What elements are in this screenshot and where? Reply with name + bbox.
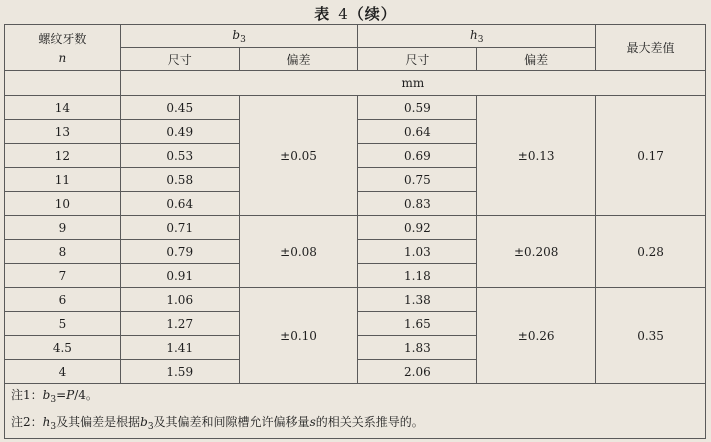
note-1-sub: 3 (50, 395, 57, 405)
note-2-sub1: 3 (50, 422, 57, 432)
note-1 (11, 384, 705, 411)
cell-h3-deviation: ±0.208 (477, 216, 596, 288)
note-2-sub2: 3 (147, 422, 154, 432)
cell-h3-size: 1.18 (358, 264, 477, 288)
cell-h3-deviation: ±0.26 (477, 288, 596, 384)
note-2-end: 的相关关系推导的。 (315, 415, 424, 429)
note-1-rest: /4。 (74, 388, 98, 402)
cell-b3-deviation: ±0.05 (239, 96, 358, 216)
cell-b3-deviation: ±0.08 (239, 216, 358, 288)
header-b3-symbol: b (232, 27, 241, 42)
header-h3-size: 尺寸 (358, 48, 477, 71)
cell-b3-deviation: ±0.10 (239, 288, 358, 384)
notes-cell (5, 384, 706, 439)
cell-b3-size: 1.27 (120, 312, 239, 336)
cell-b3-size: 1.59 (120, 360, 239, 384)
table-row (5, 216, 706, 240)
cell-h3-size: 0.59 (358, 96, 477, 120)
cell-b3-size: 0.45 (120, 96, 239, 120)
header-b3-sub: 3 (240, 34, 246, 45)
cell-h3-size: 0.92 (358, 216, 477, 240)
note-2-h: h (42, 415, 51, 429)
cell-h3-size: 1.83 (358, 336, 477, 360)
cell-max-diff: 0.35 (596, 288, 706, 384)
cell-n: 4 (5, 360, 121, 384)
note-2-mid2: 及其偏差和间隙槽允许偏移量 (153, 415, 310, 429)
cell-h3-size: 0.69 (358, 144, 477, 168)
cell-h3-size: 0.75 (358, 168, 477, 192)
table-title-suffix: （续） (348, 5, 397, 23)
cell-n: 9 (5, 216, 121, 240)
note-1-p: P (66, 388, 75, 402)
header-b3 (120, 25, 358, 48)
cell-h3-size: 2.06 (358, 360, 477, 384)
cell-n: 13 (5, 120, 121, 144)
cell-n: 10 (5, 192, 121, 216)
cell-n: 12 (5, 144, 121, 168)
cell-b3-size: 0.71 (120, 216, 239, 240)
cell-h3-size: 1.65 (358, 312, 477, 336)
header-b3-deviation: 偏差 (239, 48, 358, 71)
note-1-eq: = (56, 388, 67, 402)
thread-dimension-table (4, 24, 706, 439)
cell-n: 6 (5, 288, 121, 312)
header-h3-symbol: h (470, 27, 478, 42)
note-2-s: s (309, 415, 316, 429)
note-2-b: b (140, 415, 148, 429)
header-h3-sub: 3 (477, 34, 484, 45)
header-teeth-count (5, 25, 121, 71)
table-title-label: 表 (314, 5, 331, 23)
notes-row (5, 384, 706, 439)
table-row (5, 288, 706, 312)
note-1-prefix: 注1： (11, 388, 43, 402)
cell-n: 11 (5, 168, 121, 192)
cell-n: 4.5 (5, 336, 121, 360)
note-2-prefix: 注2： (11, 415, 43, 429)
header-h3 (358, 25, 596, 48)
note-2-mid1: 及其偏差是根据 (56, 415, 141, 429)
cell-h3-size: 1.38 (358, 288, 477, 312)
cell-max-diff: 0.17 (596, 96, 706, 216)
header-max-diff: 最大差值 (596, 25, 706, 71)
cell-b3-size: 0.91 (120, 264, 239, 288)
cell-b3-size: 0.64 (120, 192, 239, 216)
header-h3-deviation: 偏差 (477, 48, 596, 71)
cell-h3-size: 1.03 (358, 240, 477, 264)
table-title (0, 3, 711, 24)
cell-n: 7 (5, 264, 121, 288)
cell-n: 8 (5, 240, 121, 264)
note-2 (11, 411, 705, 438)
header-unit-spacer (5, 71, 121, 96)
header-n-label: n (58, 51, 67, 65)
cell-b3-size: 1.06 (120, 288, 239, 312)
cell-b3-size: 1.41 (120, 336, 239, 360)
table-row (5, 96, 706, 120)
cell-b3-size: 0.79 (120, 240, 239, 264)
cell-b3-size: 0.58 (120, 168, 239, 192)
note-1-b: b (42, 388, 51, 402)
header-unit: mm (120, 71, 705, 96)
header-b3-size: 尺寸 (120, 48, 239, 71)
cell-n: 5 (5, 312, 121, 336)
cell-b3-size: 0.53 (120, 144, 239, 168)
cell-b3-size: 0.49 (120, 120, 239, 144)
table-title-number: 4 (338, 5, 349, 23)
cell-h3-size: 0.64 (358, 120, 477, 144)
cell-max-diff: 0.28 (596, 216, 706, 288)
cell-n: 14 (5, 96, 121, 120)
cell-h3-deviation: ±0.13 (477, 96, 596, 216)
header-teeth-count-label: 螺纹牙数 (38, 32, 87, 46)
cell-h3-size: 0.83 (358, 192, 477, 216)
